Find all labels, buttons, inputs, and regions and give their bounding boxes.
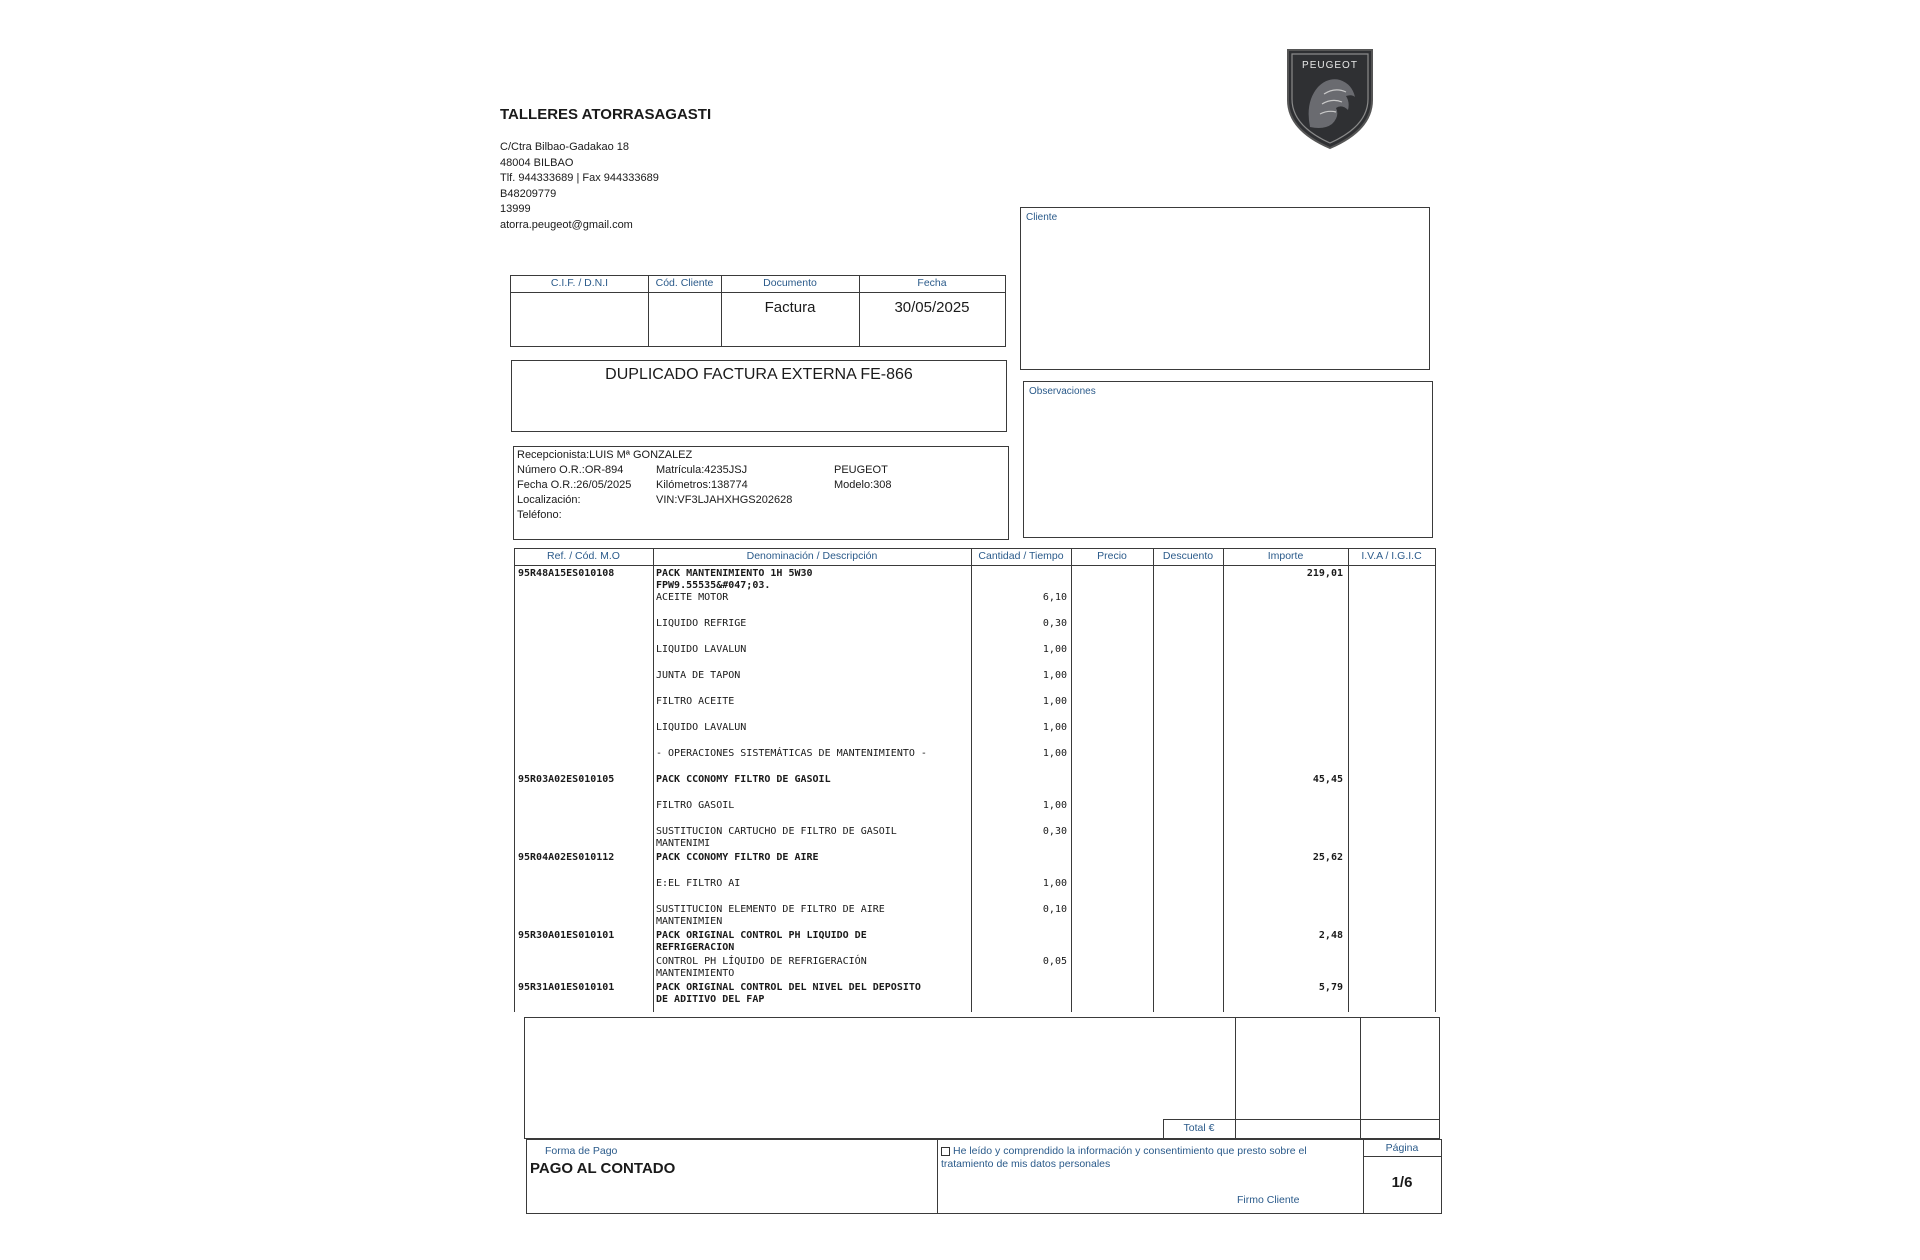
- row-qty: 6,10: [1042, 592, 1067, 603]
- total-label: Total €: [1183, 1122, 1215, 1134]
- row-ref: 95R03A02ES010105: [518, 774, 615, 785]
- row-desc: PACK MANTENIMIENTO 1H 5W30: [656, 568, 813, 579]
- title-box: [511, 360, 1007, 432]
- col-discount: Descuento: [1162, 550, 1214, 562]
- row-desc: PACK ORIGINAL CONTROL PH LIQUIDO DE: [656, 930, 867, 941]
- company-address: C/Ctra Bilbao-Gadakao 18: [500, 141, 630, 153]
- row-qty: 0,30: [1042, 618, 1067, 629]
- row-qty: 1,00: [1042, 748, 1067, 759]
- row-amount: 2,48: [1318, 930, 1343, 941]
- row-desc: PACK ORIGINAL CONTROL DEL NIVEL DEL DEPOSITO: [656, 982, 921, 993]
- payment-label: Forma de Pago: [545, 1145, 618, 1157]
- row-desc: JUNTA DE TAPON: [656, 670, 741, 681]
- vehicle-model: Modelo:308: [834, 479, 892, 491]
- page-label: Página: [1385, 1142, 1419, 1154]
- date-value: 30/05/2025: [894, 299, 970, 316]
- row-desc: - OPERACIONES SISTEMÁTICAS DE MANTENIMIENTO -: [656, 748, 927, 759]
- company-name: TALLERES ATORRASAGASTI: [500, 106, 712, 123]
- row-amount: 5,79: [1318, 982, 1343, 993]
- plate: Matrícula:4235JSJ: [656, 464, 748, 476]
- row-desc: PACK CCONOMY FILTRO DE AIRE: [656, 852, 819, 863]
- vehicle-phone: Teléfono:: [517, 509, 562, 521]
- date-label: Fecha: [917, 277, 947, 289]
- col-desc: Denominación / Descripción: [746, 550, 878, 562]
- row-qty: 1,00: [1042, 696, 1067, 707]
- row-desc: LIQUIDO REFRIGE: [656, 618, 747, 629]
- row-ref: 95R48A15ES010108: [518, 568, 615, 579]
- document-label: Documento: [763, 277, 817, 289]
- payment-box: [526, 1139, 1442, 1214]
- kilometers: Kilómetros:138774: [656, 479, 748, 491]
- page-value: 1/6: [1391, 1174, 1413, 1191]
- vin: VIN:VF3LJAHXHGS202628: [656, 494, 793, 506]
- row-desc-2: MANTENIMIENTO: [656, 968, 735, 979]
- row-qty: 1,00: [1042, 670, 1067, 681]
- consent[interactable]: [941, 1145, 1357, 1171]
- col-amount: Importe: [1267, 550, 1304, 562]
- row-desc-2: MANTENIMI: [656, 838, 711, 849]
- totals-box: [524, 1017, 1440, 1139]
- row-desc: SUSTITUCION ELEMENTO DE FILTRO DE AIRE: [656, 904, 885, 915]
- company-city: 48004 BILBAO: [500, 156, 574, 169]
- row-qty: 1,00: [1042, 878, 1067, 889]
- order-date: Fecha O.R.:26/05/2025: [517, 479, 632, 491]
- company-phone: Tlf. 944333689 | Fax 944333689: [500, 172, 659, 185]
- company-cif: B48209779: [500, 187, 557, 200]
- row-qty: 0,30: [1042, 826, 1067, 837]
- company-email: atorra.peugeot@gmail.com: [500, 218, 633, 231]
- company-info: [500, 140, 659, 234]
- row-desc: PACK CCONOMY FILTRO DE GASOIL: [656, 774, 831, 785]
- row-desc-2: DE ADITIVO DEL FAP: [656, 994, 765, 1005]
- consent-checkbox[interactable]: [941, 1147, 950, 1156]
- row-desc: FILTRO GASOIL: [656, 800, 735, 811]
- observations-box: [1023, 381, 1433, 538]
- vehicle-info-box: [513, 446, 1009, 540]
- order-number: Número O.R.:OR-894: [517, 464, 624, 476]
- items-table: [514, 548, 1436, 1012]
- vehicle-brand: PEUGEOT: [834, 464, 888, 476]
- row-amount: 219,01: [1306, 568, 1343, 579]
- col-tax: I.V.A / I.G.I.C: [1361, 550, 1422, 562]
- row-ref: 95R31A01ES010101: [518, 982, 615, 993]
- peugeot-lion-shield-icon: [1280, 42, 1380, 152]
- row-desc: SUSTITUCION CARTUCHO DE FILTRO DE GASOIL: [656, 826, 897, 837]
- client-code-label: Cód. Cliente: [655, 277, 714, 289]
- col-qty: Cantidad / Tiempo: [978, 550, 1064, 562]
- col-price: Precio: [1097, 550, 1127, 562]
- payment-value: PAGO AL CONTADO: [530, 1160, 676, 1177]
- row-desc: E:EL FILTRO AI: [656, 878, 741, 889]
- row-desc: ACEITE MOTOR: [656, 592, 729, 603]
- location: Localización:: [517, 494, 581, 506]
- row-desc: LIQUIDO LAVALUN: [656, 722, 747, 733]
- client-label: Cliente: [1026, 212, 1058, 223]
- row-qty: 0,05: [1042, 956, 1067, 967]
- col-ref: Ref. / Cód. M.O: [547, 550, 620, 562]
- row-qty: 1,00: [1042, 800, 1067, 811]
- client-box: [1020, 207, 1430, 370]
- row-qty: 0,10: [1042, 904, 1067, 915]
- receptionist: Recepcionista:LUIS Mª GONZALEZ: [517, 449, 693, 461]
- row-desc: LIQUIDO LAVALUN: [656, 644, 747, 655]
- logo-brand: PEUGEOT: [1302, 60, 1358, 71]
- row-ref: 95R04A02ES010112: [518, 852, 615, 863]
- company-code: 13999: [500, 203, 531, 216]
- document-value: Factura: [764, 299, 816, 316]
- consent-text: He leído y comprendido la información y consentimiento que presto sobre el tratamiento de mis datos personales: [941, 1145, 1307, 1170]
- row-desc-2: REFRIGERACION: [656, 942, 735, 953]
- row-desc-2: FPW9.55535&#047;03.: [656, 580, 771, 591]
- observations-label: Observaciones: [1029, 386, 1096, 397]
- document-title: DUPLICADO FACTURA EXTERNA FE-866: [605, 366, 913, 383]
- row-desc: FILTRO ACEITE: [656, 696, 735, 707]
- row-desc-2: MANTENIMIEN: [656, 916, 723, 927]
- signature-label: Firmo Cliente: [1237, 1194, 1300, 1206]
- cif-label: C.I.F. / D.N.I: [550, 277, 609, 289]
- row-amount: 45,45: [1312, 774, 1343, 785]
- row-desc: CONTROL PH LÍQUIDO DE REFRIGERACIÓN: [656, 956, 867, 967]
- row-amount: 25,62: [1312, 852, 1343, 863]
- row-qty: 1,00: [1042, 644, 1067, 655]
- row-qty: 1,00: [1042, 722, 1067, 733]
- document-header-table: [510, 275, 1006, 347]
- row-ref: 95R30A01ES010101: [518, 930, 615, 941]
